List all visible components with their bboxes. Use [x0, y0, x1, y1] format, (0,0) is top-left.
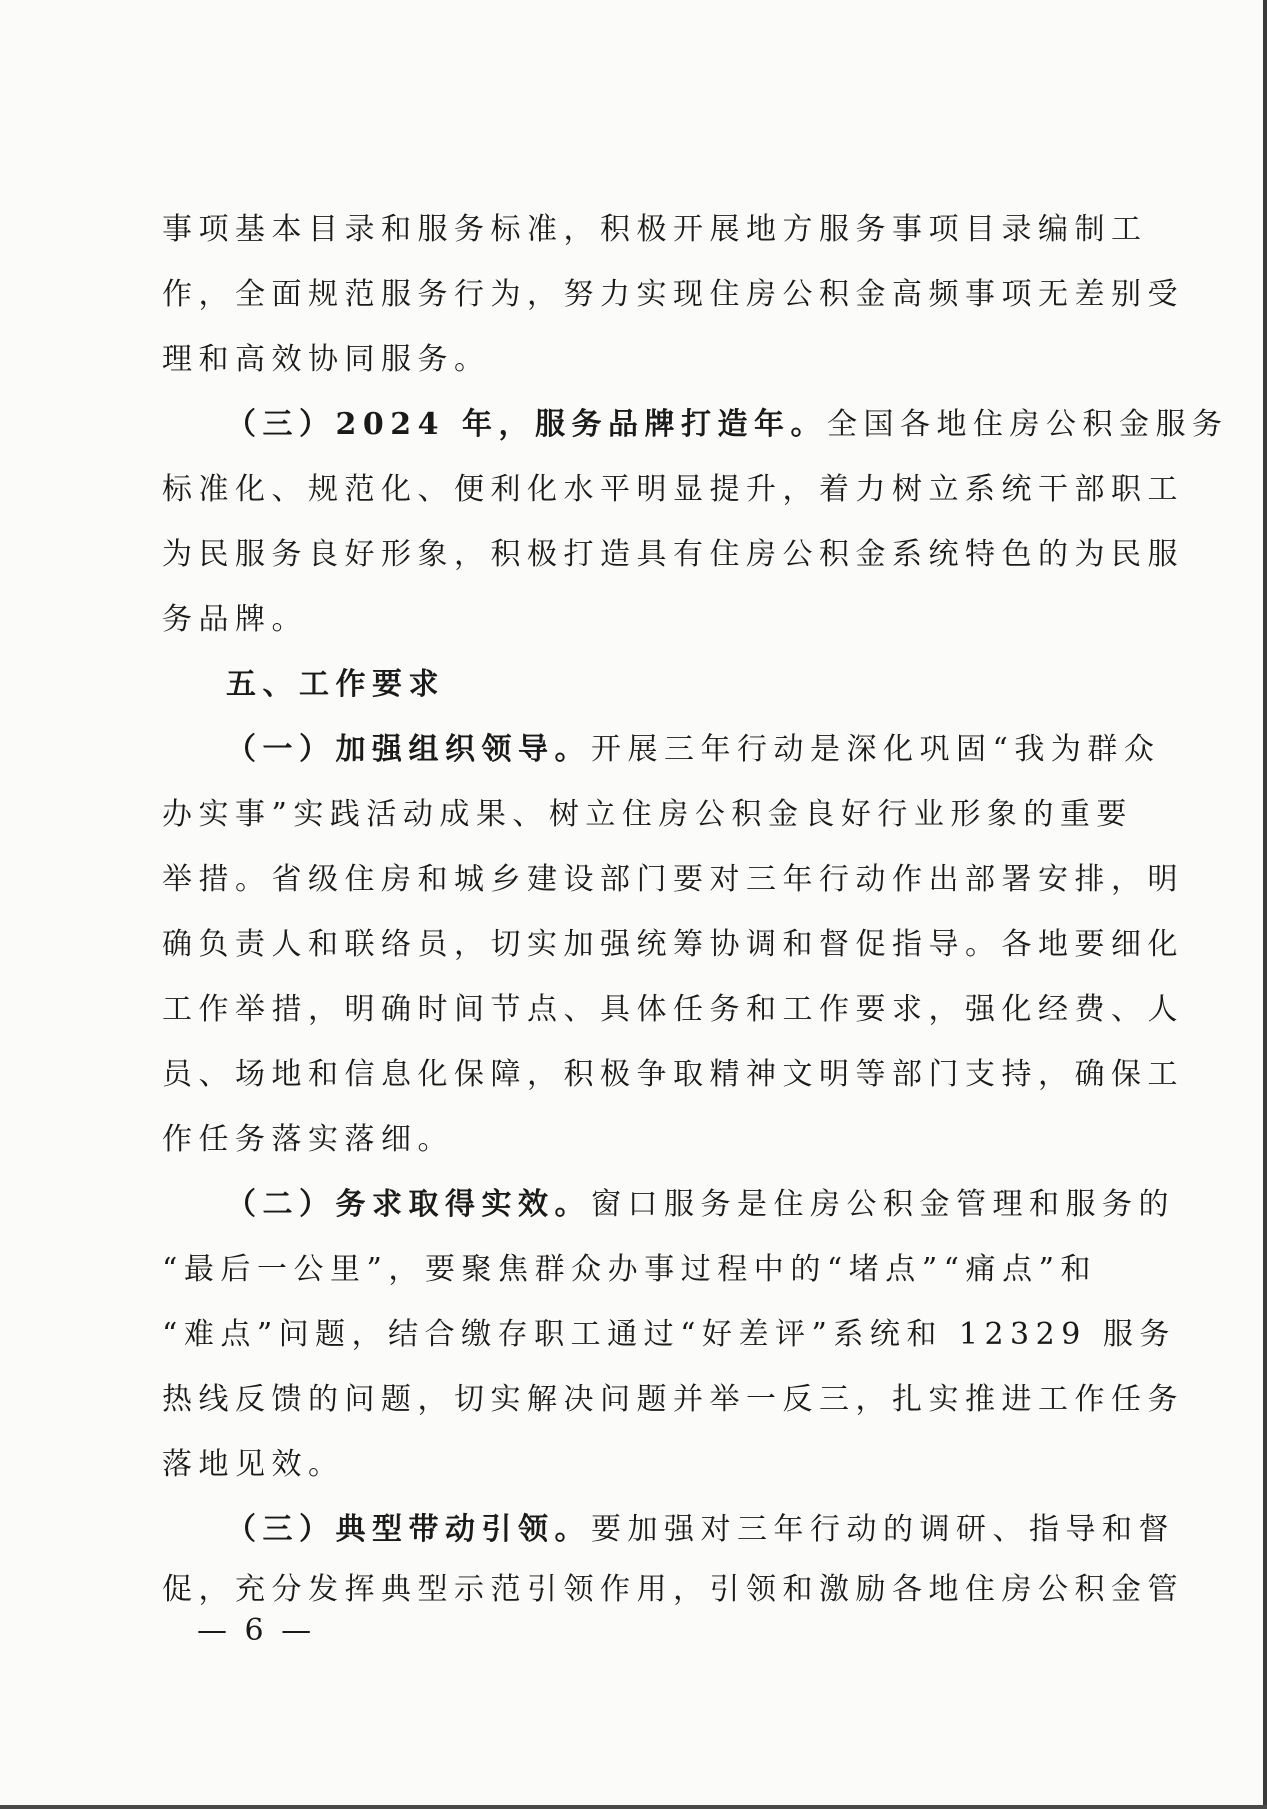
- scan-edge: [1263, 0, 1267, 1809]
- section-heading: 五、工作要求: [226, 667, 445, 702]
- paragraph-line: 作任务落实落细。: [162, 1122, 454, 1157]
- req-3-label: （三）典型带动引领。: [226, 1512, 591, 1547]
- req-1-label: （一）加强组织领导。: [226, 732, 591, 767]
- page-number: — 6 —: [197, 1613, 316, 1648]
- paragraph-line: 落地见效。: [162, 1447, 345, 1482]
- req-2-label: （二）务求取得实效。: [226, 1187, 591, 1222]
- paragraph-line: 员、场地和信息化保障，积极争取精神文明等部门支持，确保工: [162, 1057, 1184, 1092]
- paragraph-line: 事项基本目录和服务标准，积极开展地方服务事项目录编制工: [162, 212, 1148, 247]
- req-2-first-line: [226, 1185, 1175, 1225]
- item-2024-label: （三）2024 年，服务品牌打造年。: [226, 407, 827, 442]
- req-1-text: 开展三年行动是深化巩固“我为群众: [591, 732, 1161, 767]
- req-1-first-line: [226, 730, 1161, 770]
- scan-edge: [0, 1805, 1267, 1809]
- paragraph-line: 务品牌。: [162, 602, 308, 637]
- paragraph-line: 理和高效协同服务。: [162, 342, 491, 377]
- paragraph-line: 作，全面规范服务行为，努力实现住房公积金高频事项无差别受: [162, 277, 1184, 312]
- paragraph-line: 标准化、规范化、便利化水平明显提升，着力树立系统干部职工: [162, 472, 1184, 507]
- paragraph-line: “难点”问题，结合缴存职工通过“好差评”系统和 12329 服务: [162, 1317, 1176, 1352]
- paragraph-line: “最后一公里”，要聚焦群众办事过程中的“堵点”“痛点”和: [162, 1252, 1097, 1287]
- paragraph-line: 办实事”实践活动成果、树立住房公积金良好行业形象的重要: [162, 797, 1133, 832]
- paragraph-line: 为民服务良好形象，积极打造具有住房公积金系统特色的为民服: [162, 537, 1184, 572]
- item-2024-first-line: [226, 405, 1229, 445]
- req-3-first-line: [226, 1510, 1175, 1550]
- paragraph-line: 确负责人和联络员，切实加强统筹协调和督促指导。各地要细化: [162, 927, 1184, 962]
- paragraph-line: 热线反馈的问题，切实解决问题并举一反三，扎实推进工作任务: [162, 1382, 1184, 1417]
- paragraph-line: 促，充分发挥典型示范引领作用，引领和激励各地住房公积金管: [162, 1572, 1184, 1607]
- req-3-text: 要加强对三年行动的调研、指导和督: [591, 1512, 1175, 1547]
- req-2-text: 窗口服务是住房公积金管理和服务的: [591, 1187, 1175, 1222]
- paragraph-line: 举措。省级住房和城乡建设部门要对三年行动作出部署安排，明: [162, 862, 1184, 897]
- paragraph-line: 工作举措，明确时间节点、具体任务和工作要求，强化经费、人: [162, 992, 1184, 1027]
- item-2024-text: 全国各地住房公积金服务: [826, 407, 1229, 442]
